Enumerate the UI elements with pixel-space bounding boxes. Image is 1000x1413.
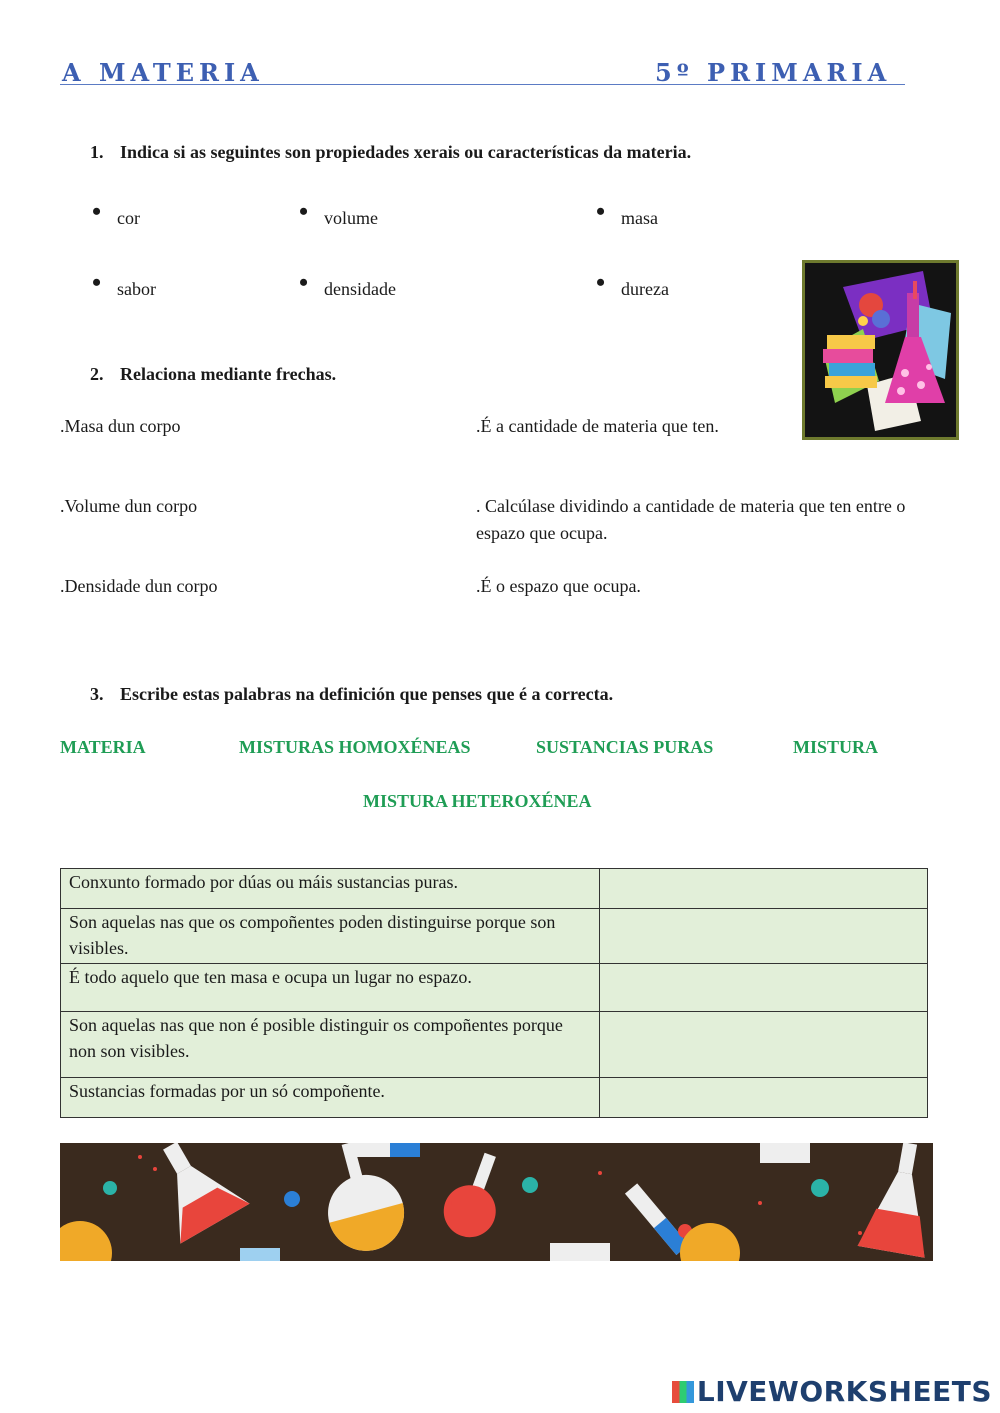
match-right-item[interactable]: .É o espazo que ocupa.: [476, 576, 641, 596]
definition-cell: É todo aquelo que ten masa e ocupa un lugar no espazo.: [61, 964, 600, 1012]
logo-text: LIVEWORKSHEETS: [696, 1375, 992, 1408]
property-item: • dureza: [596, 268, 669, 299]
answer-input-cell[interactable]: [600, 1078, 928, 1118]
bullet-icon: •: [596, 197, 606, 226]
answer-input-cell[interactable]: [600, 869, 928, 909]
answer-input-cell[interactable]: [600, 964, 928, 1012]
grade-label: 5º PRIMARIA: [655, 58, 892, 87]
match-left-item[interactable]: .Masa dun corpo: [60, 416, 181, 436]
question-1-number: 1.: [90, 142, 104, 162]
flask-books-icon: [805, 263, 956, 437]
question-2: [90, 362, 336, 386]
match-right-item[interactable]: . Calcúlase dividindo a cantidade de materia que ten entre o espazo que ocupa.: [476, 496, 906, 543]
logo-badge-icon: [672, 1381, 694, 1403]
property-item: • densidade: [299, 268, 396, 299]
answer-input-cell[interactable]: [600, 909, 928, 964]
question-2-text: Relaciona mediante frechas.: [120, 364, 337, 384]
question-1-text: Indica si as seguintes son propiedades xerais ou características da materia.: [120, 142, 692, 162]
match-right-item[interactable]: .É a cantidade de materia que ten.: [476, 416, 719, 436]
bullet-icon: •: [92, 197, 102, 226]
question-2-number: 2.: [90, 364, 104, 384]
table-row: [61, 869, 928, 909]
table-row: [61, 964, 928, 1012]
bullet-icon: •: [299, 268, 309, 297]
keyword: MISTURAS HOMOXÉNEAS: [239, 737, 471, 757]
property-item: • sabor: [92, 268, 156, 299]
definition-cell: Sustancias formadas por un só compoñente.: [61, 1078, 600, 1118]
decorative-banner: [60, 1143, 933, 1261]
worksheet-title: A MATERIA: [62, 58, 264, 87]
property-item: • cor: [92, 197, 140, 228]
definition-cell: Son aquelas nas que os compoñentes poden distinguirse porque son visibles.: [61, 909, 600, 964]
answer-input-cell[interactable]: [600, 1012, 928, 1078]
match-left-item[interactable]: .Densidade dun corpo: [60, 576, 218, 596]
keyword: MISTURA: [793, 737, 879, 757]
keyword: MATERIA: [60, 737, 146, 757]
keyword: SUSTANCIAS PURAS: [536, 737, 714, 757]
table-row: [61, 909, 928, 964]
bullet-icon: •: [92, 268, 102, 297]
question-3-text: Escribe estas palabras na definición que penses que é a correcta.: [120, 684, 614, 704]
chemistry-clipart: [802, 260, 959, 440]
table-row: [61, 1012, 928, 1078]
match-left-item[interactable]: .Volume dun corpo: [60, 496, 198, 516]
question-1: [90, 140, 691, 164]
liveworksheets-logo[interactable]: [672, 1374, 992, 1410]
definitions-table: [60, 868, 928, 1118]
question-3-number: 3.: [90, 684, 104, 704]
property-item: • volume: [299, 197, 378, 228]
lab-flasks-icon: [60, 1143, 933, 1261]
property-item: • masa: [596, 197, 658, 228]
definition-cell: Conxunto formado por dúas ou máis sustancias puras.: [61, 869, 600, 909]
keyword: MISTURA HETEROXÉNEA: [363, 791, 592, 811]
header-divider: [60, 84, 905, 85]
definition-cell: Son aquelas nas que non é posible distinguir os compoñentes porque non son visibles.: [61, 1012, 600, 1078]
question-3: [90, 682, 613, 706]
bullet-icon: •: [596, 268, 606, 297]
bullet-icon: •: [299, 197, 309, 226]
table-row: [61, 1078, 928, 1118]
